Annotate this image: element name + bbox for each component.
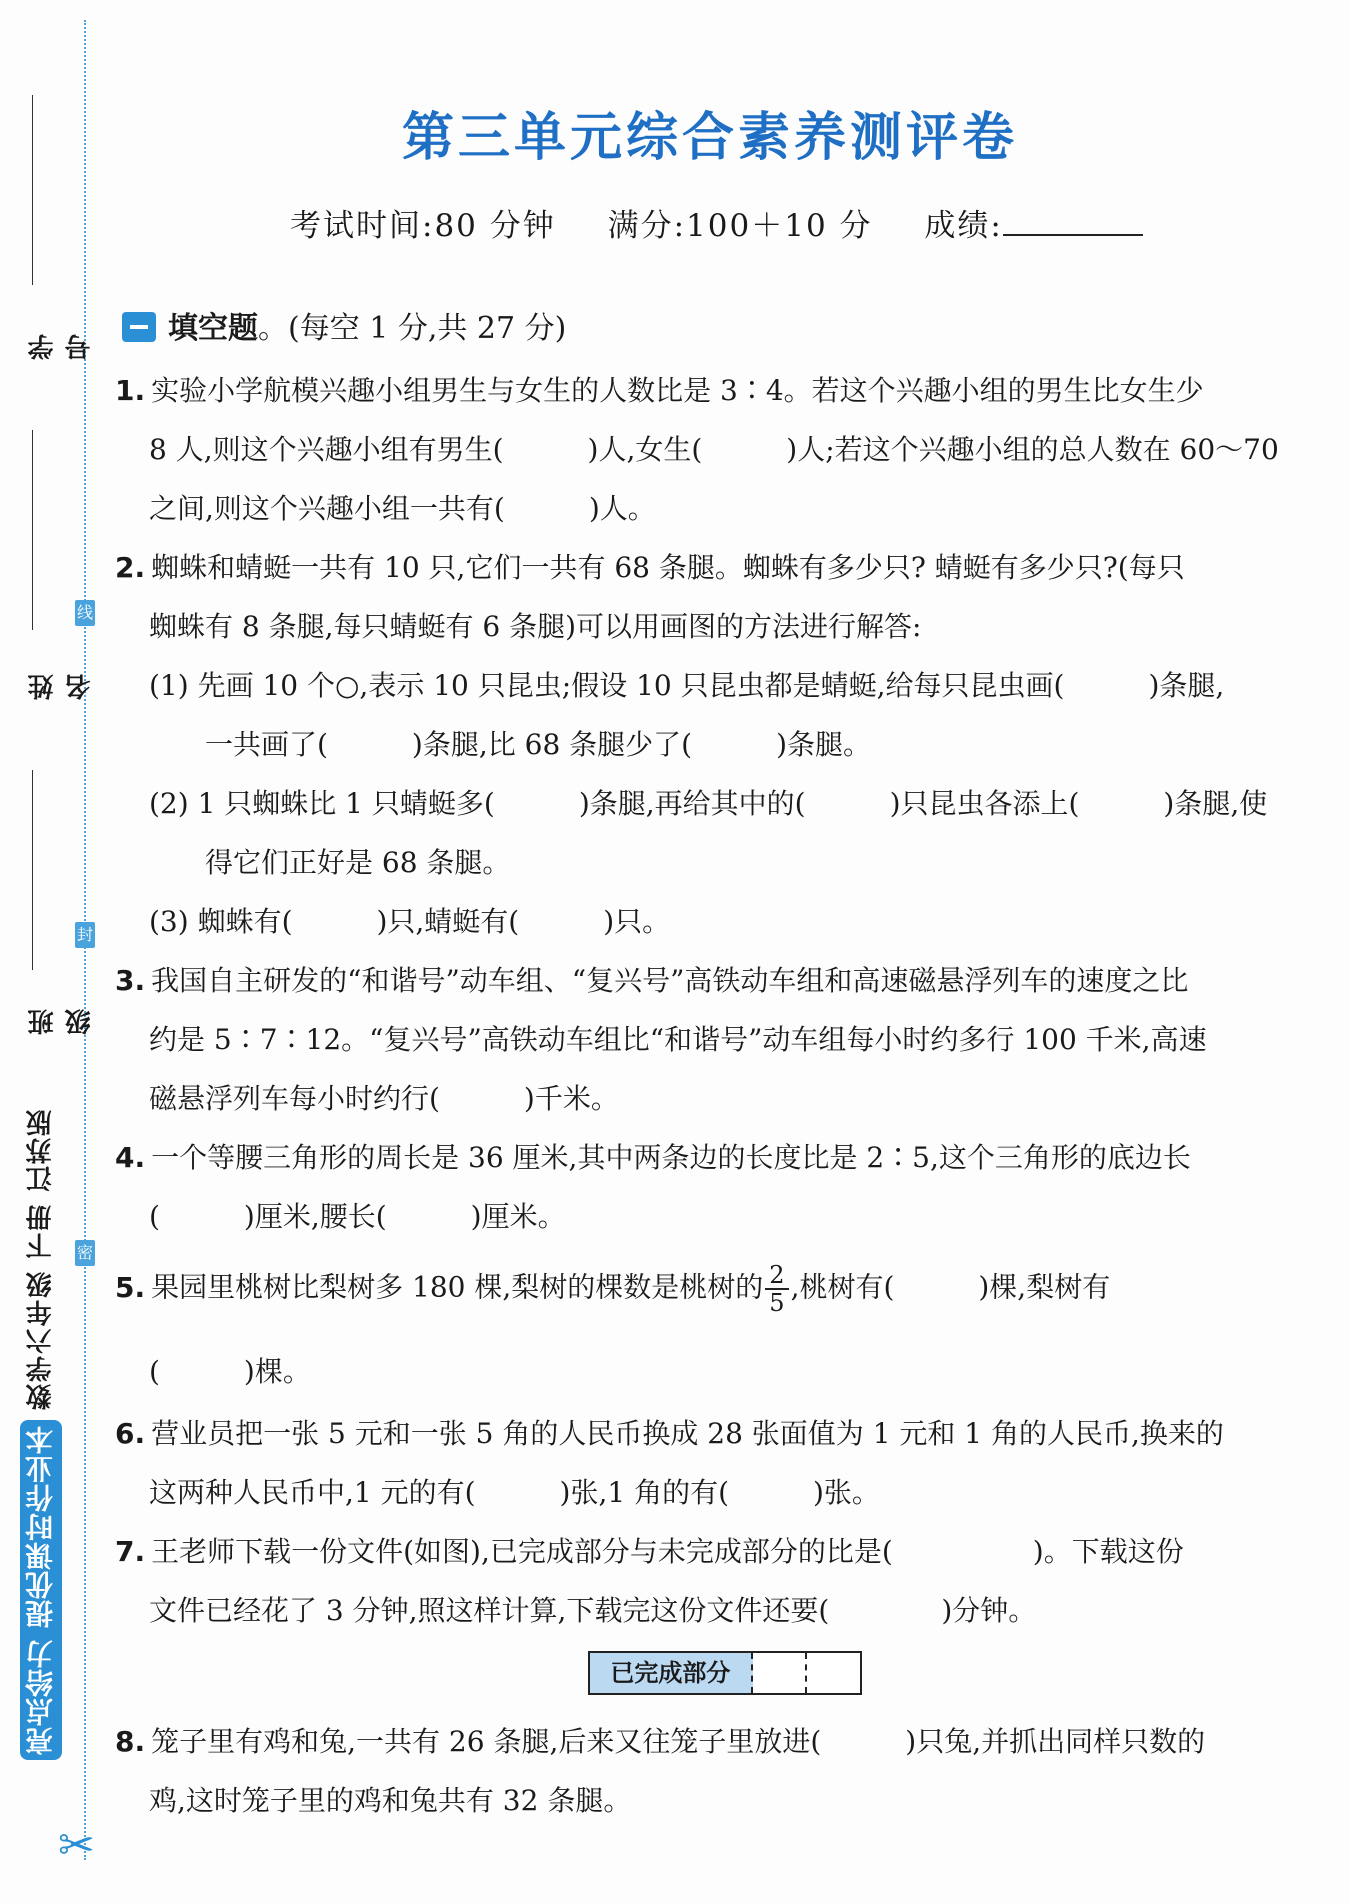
section-number-badge [122, 312, 156, 342]
fraction [765, 1262, 788, 1316]
download-progress-figure [588, 1651, 862, 1695]
question-5-line-1 [115, 1262, 1305, 1316]
question-8-line-1 [115, 1720, 1305, 1760]
question-text: 蜘蛛和蜻蜓一共有 10 只,它们一共有 68 条腿。蜘蛛有多少只? 蜻蜓有多少只?(每只 [151, 551, 1185, 584]
completed-part: 已完成部分 [590, 1653, 753, 1693]
question-text: 王老师下载一份文件(如图),已完成部分与未完成部分的比是( )。下载这份 [151, 1535, 1184, 1568]
question-text: 笼子里有鸡和兔,一共有 26 条腿,后来又往笼子里放进( )只兔,并抓出同样只数的 [151, 1725, 1206, 1758]
question-2-sub-3: (3) 蜘蛛有( )只,蜻蜓有( )只。 [149, 905, 671, 938]
question-1-line-2: 8 人,则这个兴趣小组有男生( )人,女生( )人;若这个兴趣小组的总人数在 60～70 [149, 433, 1279, 466]
section-scoring: 。(每空 1 分,共 27 分) [258, 311, 567, 346]
question-6-line-1 [115, 1412, 1305, 1452]
question-5-line-2: ( )棵。 [149, 1355, 311, 1388]
score-blank[interactable] [1003, 208, 1143, 236]
section-heading [122, 303, 566, 347]
remaining-part [807, 1653, 860, 1693]
exam-full-score: 满分:100＋10 分 [607, 208, 873, 244]
question-2-sub-2-line-2: 得它们正好是 68 条腿。 [205, 846, 511, 879]
question-number: 7. [115, 1535, 146, 1568]
book-info: 数学六年级 下册 江苏版 [26, 1107, 56, 1410]
question-4-line-1 [115, 1136, 1305, 1176]
question-number: 5. [115, 1270, 146, 1304]
question-number: 6. [115, 1417, 146, 1450]
question-text: ,桃树有( )棵,梨树有 [790, 1270, 1111, 1304]
question-number: 2. [115, 551, 146, 584]
question-1-line-3: 之间,则这个兴趣小组一共有( )人。 [149, 492, 656, 525]
question-text: 我国自主研发的“和谐号”动车组、“复兴号”高铁动车组和高速磁悬浮列车的速度之比 [151, 964, 1189, 997]
question-8-line-2: 鸡,这时笼子里的鸡和兔共有 32 条腿。 [149, 1784, 632, 1817]
class-label: 班级 [28, 1003, 95, 1035]
question-2-sub-1-line-2: 一共画了( )条腿,比 68 条腿少了( )条腿。 [205, 728, 872, 761]
exam-info [290, 200, 1143, 245]
binding-margin [0, 0, 100, 1903]
class-line[interactable] [32, 770, 33, 970]
student-id-line[interactable] [32, 95, 33, 285]
question-3-line-2: 约是 5∶7∶12。“复兴号”高铁动车组比“和谐号”动车组每小时约多行 100 千米,高速 [149, 1023, 1207, 1056]
remaining-part [753, 1653, 808, 1693]
question-3-line-1 [115, 959, 1305, 999]
cut-mark-mi: 密 [75, 1240, 95, 1266]
question-4-line-2: ( )厘米,腰长( )厘米。 [149, 1200, 566, 1233]
question-7-line-2: 文件已经花了 3 分钟,照这样计算,下载完这份文件还要( )分钟。 [149, 1594, 1037, 1627]
question-number: 8. [115, 1725, 146, 1758]
page-title: 第三单元综合素养测评卷 [401, 108, 1018, 168]
section-title: 填空题 [168, 311, 258, 346]
question-7-line-1 [115, 1530, 1305, 1570]
fraction-numerator: 2 [765, 1262, 788, 1290]
question-2-line-1 [115, 546, 1305, 586]
exam-time: 考试时间:80 分钟 [290, 208, 556, 244]
question-text: 实验小学航模兴趣小组男生与女生的人数比是 3∶4。若这个兴趣小组的男生比女生少 [151, 374, 1204, 407]
scissors-icon: ✂ [58, 1820, 95, 1871]
cut-mark-xian: 线 [75, 600, 95, 626]
name-line[interactable] [32, 430, 33, 630]
fraction-denominator: 5 [769, 1289, 785, 1317]
question-3-line-3: 磁悬浮列车每小时约行( )千米。 [149, 1082, 619, 1115]
question-text: 果园里桃树比梨树多 180 棵,梨树的棵数是桃树的 [151, 1270, 764, 1304]
name-label: 姓名 [28, 668, 95, 700]
question-number: 3. [115, 964, 146, 997]
question-number: 1. [115, 374, 146, 407]
student-id-label: 学号 [28, 328, 95, 360]
question-text: 营业员把一张 5 元和一张 5 角的人民币换成 28 张面值为 1 元和 1 角的人民币,换来的 [151, 1417, 1224, 1450]
series-badge [20, 1420, 62, 1760]
question-2-line-2: 蜘蛛有 8 条腿,每只蜻蜓有 6 条腿)可以用画图的方法进行解答: [149, 610, 922, 643]
cut-mark-feng: 封 [75, 922, 95, 948]
question-number: 4. [115, 1141, 146, 1174]
question-6-line-2: 这两种人民币中,1 元的有( )张,1 角的有( )张。 [149, 1476, 880, 1509]
question-text: 一个等腰三角形的周长是 36 厘米,其中两条边的长度比是 2∶5,这个三角形的底边长 [151, 1141, 1191, 1174]
series-label: 亮点给力 提优课时作业本 [24, 1425, 57, 1755]
question-2-sub-2-line-1: (2) 1 只蜘蛛比 1 只蜻蜓多( )条腿,再给其中的( )只昆虫各添上( )条腿,使 [149, 787, 1268, 820]
score-label: 成绩: [924, 208, 1003, 244]
question-2-sub-1-line-1: (1) 先画 10 个○,表示 10 只昆虫;假设 10 只昆虫都是蜻蜓,给每只昆虫画( )条腿, [149, 669, 1225, 702]
question-1-line-1 [115, 369, 1305, 409]
